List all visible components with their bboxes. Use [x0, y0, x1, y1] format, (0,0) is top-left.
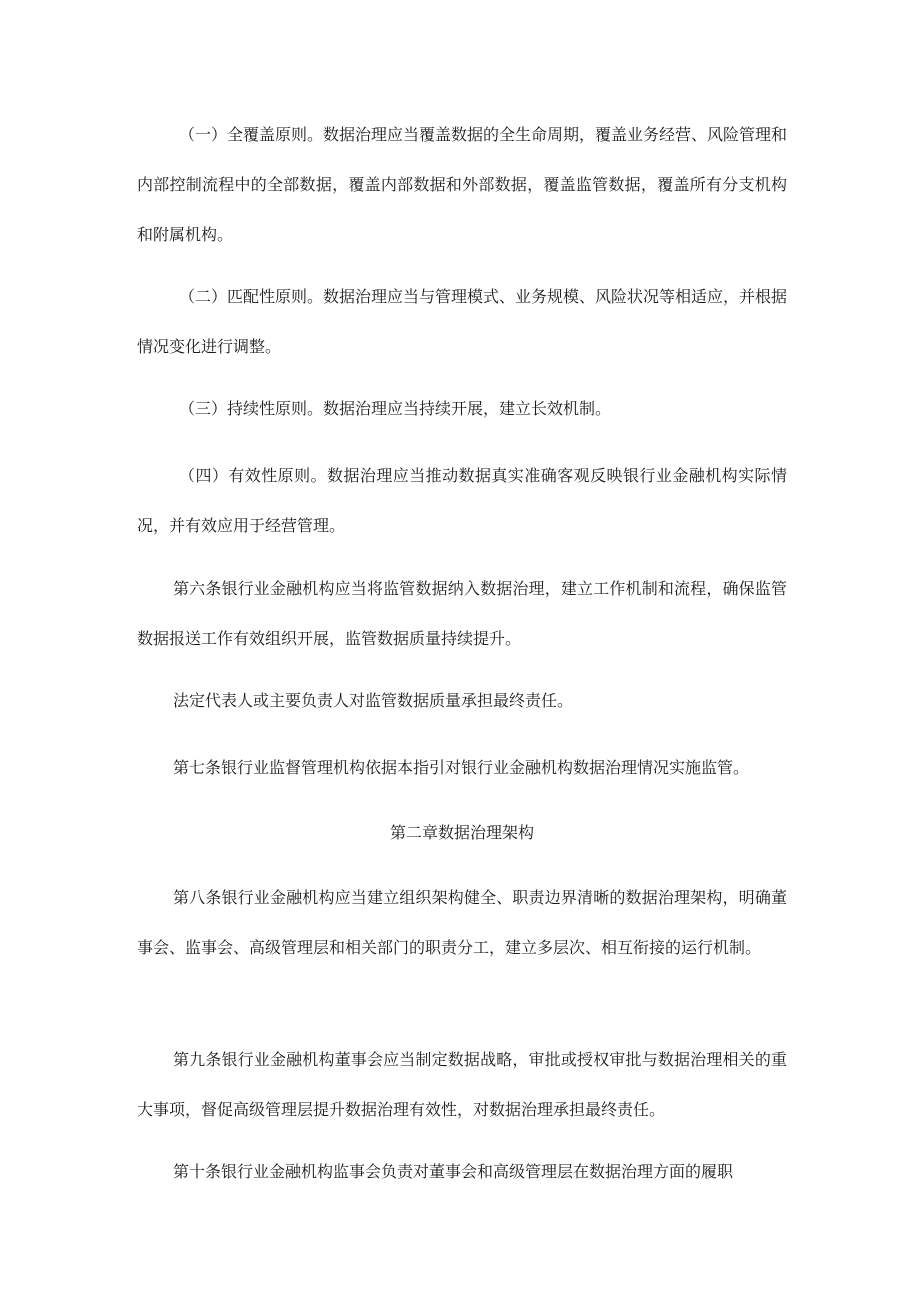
- paragraph-principle-sustainability: （三）持续性原则。数据治理应当持续开展，建立长效机制。: [179, 399, 612, 418]
- paragraph-article-9: 第九条银行业金融机构董事会应当制定数据战略，审批或授权审批与数据治理相关的重大事项，督促高级管理层提升数据治理有效性，对数据治理承担最终责任。: [137, 1050, 787, 1119]
- paragraph-principle-effectiveness: （四）有效性原则。数据治理应当推动数据真实准确客观反映银行业金融机构实际情况，并有效应用于经营管理。: [137, 466, 787, 535]
- paragraph-article-7: 第七条银行业监督管理机构依据本指引对银行业金融机构数据治理情况实施监管。: [173, 758, 750, 777]
- paragraph-article-6: 第六条银行业金融机构应当将监管数据纳入数据治理，建立工作机制和流程，确保监管数据报送工作有效组织开展，监管数据质量持续提升。: [137, 579, 787, 648]
- paragraph-article-10: 第十条银行业金融机构监事会负责对董事会和高级管理层在数据治理方面的履职: [173, 1162, 734, 1181]
- paragraph-principle-full-coverage: （一）全覆盖原则。数据治理应当覆盖数据的全生命周期，覆盖业务经营、风险管理和内部控制流程中的全部数据，覆盖内部数据和外部数据，覆盖监管数据，覆盖所有分支机构和附属机构。: [137, 125, 788, 244]
- paragraph-article-8: 第八条银行业金融机构应当建立组织架构健全、职责边界清晰的数据治理架构，明确董事会、监事会、高级管理层和相关部门的职责分工，建立多层次、相互衔接的运行机制。: [137, 888, 787, 957]
- chapter-title: 第二章数据治理架构: [389, 823, 534, 842]
- paragraph-legal-representative: 法定代表人或主要负责人对监管数据质量承担最终责任。: [173, 691, 574, 710]
- paragraph-principle-matching: （二）匹配性原则。数据治理应当与管理模式、业务规模、风险状况等相适应，并根据情况变化进行调整。: [137, 287, 788, 356]
